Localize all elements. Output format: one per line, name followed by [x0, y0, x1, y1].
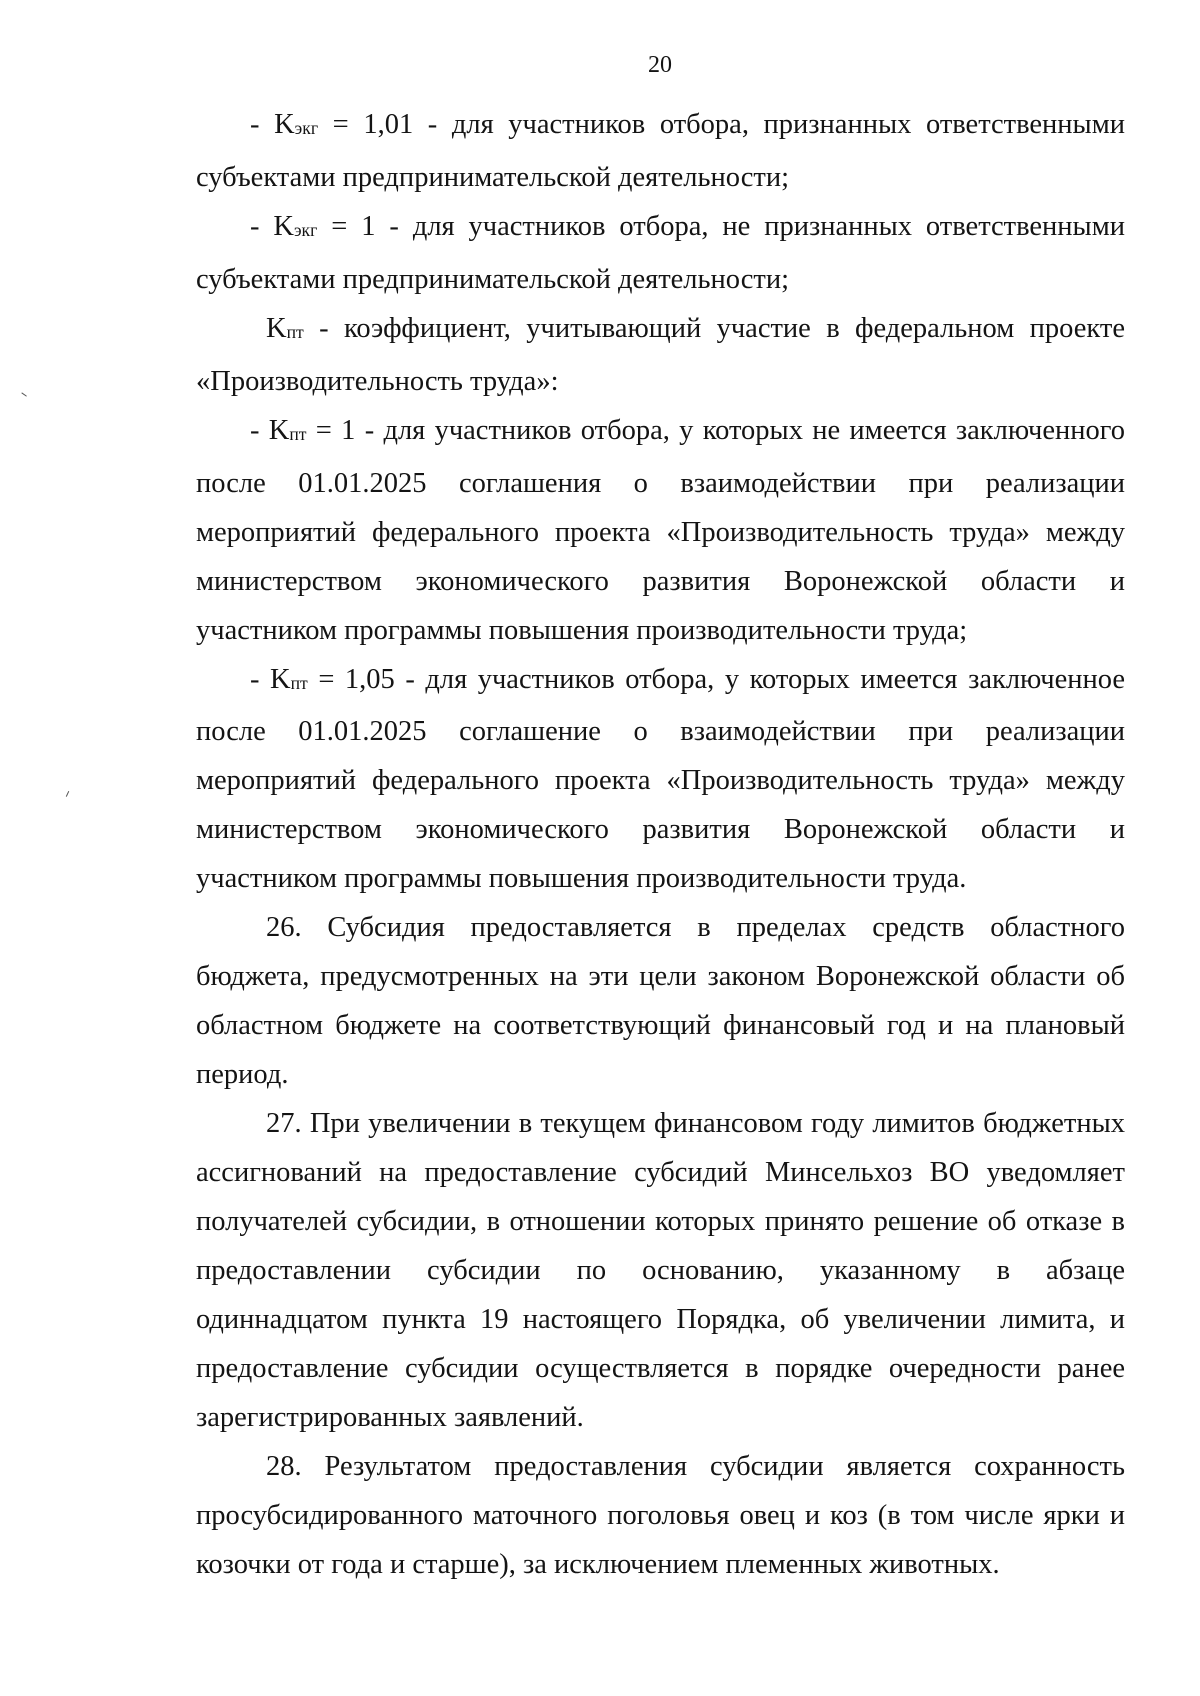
paragraph-26: 26. Субсидия предоставляется в пределах средств областного бюджета, предусмотренных на эти цели законом Воронежской области об областном бюджете на соответствующий финансовый год и на плановый период. [196, 912, 1125, 1091]
scan-speck-mark [21, 392, 27, 397]
paragraph-27: 27. При увеличении в текущем финансовом году лимитов бюджетных ассигнований на предоставление субсидий Минсельхоз ВО уведомляет получателей субсидии, в отношении которых принято решение об отказе в предоставлении субсидии по основанию, указанному в абзаце одиннадцатом пункта 19 настоящего Порядка, об увеличении лимита, и предоставление субсидии осуществляется в порядке очередности ранее зарегистрированных заявлений. [196, 1108, 1125, 1434]
paragraph-kpt-1: - Kпт = 1 - для участников отбора, у которых не имеется заключенного после 01.01.2025 соглашения о взаимодействии при реализации мероприятий федерального проекта «Производительность труда» между министерством экономического развития Воронежской области и участником программы повышения производительности труда; [196, 414, 1125, 646]
page-number: 20 [648, 52, 672, 78]
paragraph-kpt-1-05: - Kпт = 1,05 - для участников отбора, у которых имеется заключенное после 01.01.2025 соглашение о взаимодействии при реализации мероприятий федерального проекта «Производительность труда» между министерством экономического развития Воронежской области и участником программы повышения производительности труда. [196, 663, 1125, 895]
paragraph-kekg-1-01: - Kэкг = 1,01 - для участников отбора, признанных ответственными субъектами предпринимательской деятельности; [196, 109, 1125, 193]
paragraph-kpt-definition: Kпт - коэффициент, учитывающий участие в федеральном проекте «Производительность труда»: [196, 312, 1125, 397]
scan-speck-mark [66, 791, 70, 797]
paragraph-kekg-1: - Kэкг = 1 - для участников отбора, не признанных ответственными субъектами предпринимательской деятельности; [196, 210, 1125, 295]
paragraph-28: 28. Результатом предоставления субсидии является сохранность просубсидированного маточного поголовья овец и коз (в том числе ярки и козочки от года и старше), за исключением племенных животных. [196, 1451, 1125, 1581]
document-body [196, 100, 1125, 1589]
